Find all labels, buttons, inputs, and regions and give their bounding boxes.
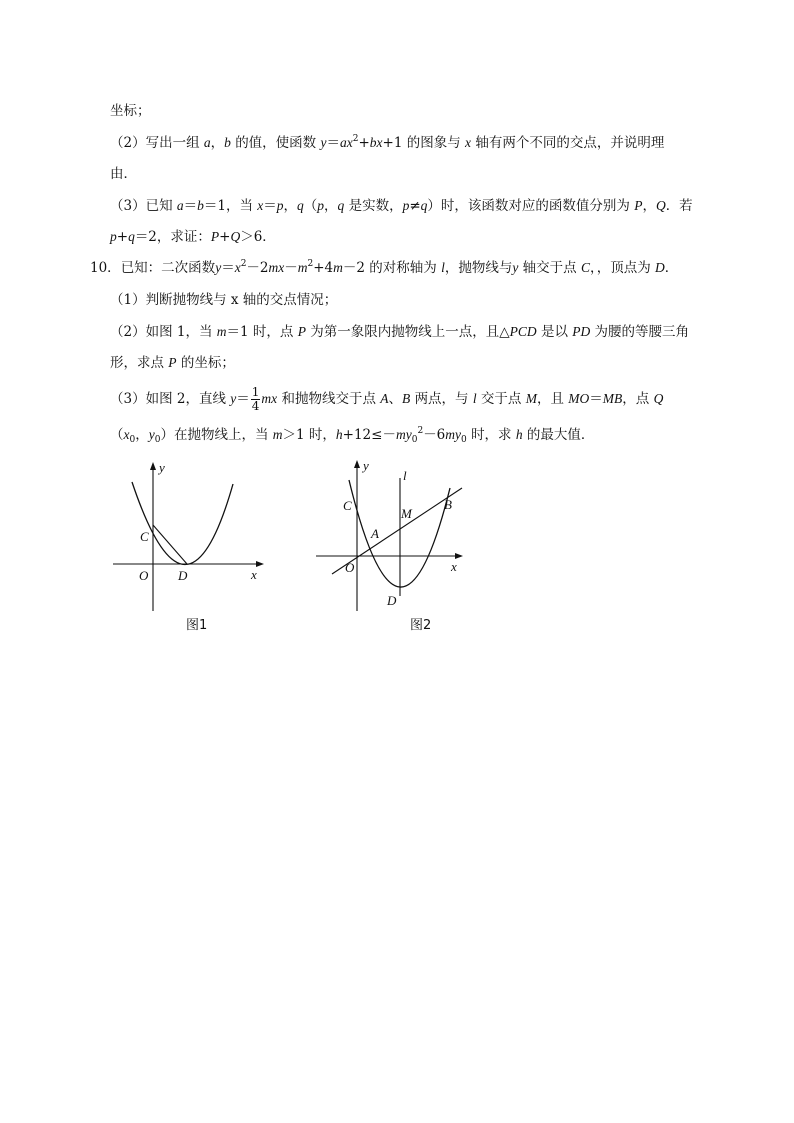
text: 在抛物线上，当	[173, 427, 269, 443]
text: 由．	[110, 166, 137, 182]
x-axis-arrow	[256, 561, 264, 567]
label-b: B	[444, 497, 452, 512]
question-10-stem: 10．已知：二次函数$y=x^2-2mx-m^2+4m-2$ 的对称轴为 l，抛物线与y 轴交于点 C，，顶点为 D．	[90, 259, 679, 276]
label-y: y	[363, 458, 369, 473]
text: ，点	[622, 391, 650, 407]
label-o: O	[139, 568, 149, 583]
label-d: D	[178, 568, 188, 583]
sub-question-3: （3）如图 2，直线 y＝ $\frac{1}{4}$ mx 和抛物线交于点 A、B 两点，与 l 交于点 M，且 MO＝MB，点 Q	[110, 385, 664, 413]
label-c: C	[140, 529, 149, 544]
text: 的对称轴为	[369, 260, 437, 276]
text: 的图象与	[406, 135, 461, 151]
text: （3）如图 2，直线	[110, 391, 226, 407]
text: 的值，使函数	[235, 135, 317, 151]
fraction-one-quarter: $\frac{1}{4}$	[251, 385, 260, 413]
text: 时，点	[252, 324, 294, 340]
text: 交于点	[480, 391, 522, 407]
sub-question-3-cont: （$x_0$，$y_0$）在抛物线上，当 m＞1 时，$h+12\le-my_0^2-6my_0$ 时，求 h 的最大值．	[110, 426, 595, 445]
label-c: C	[343, 498, 352, 513]
text: 为腰的等腰三角	[594, 324, 690, 340]
text: 时，	[308, 427, 336, 443]
y-axis-arrow	[150, 462, 156, 470]
text: ，当	[225, 198, 253, 214]
figure-2-caption: 图2	[410, 618, 432, 633]
text: （1）判断抛物线与 x 轴的交点情况；	[110, 292, 338, 308]
text: ，求证：	[156, 229, 211, 245]
text-line-2: （2）写出一组 a，b 的值，使函数 $y=ax^2+bx+1$ 的图象与 x 轴有两个不同的交点，并说明理	[110, 134, 665, 151]
sub-question-1	[110, 290, 337, 310]
text-line-1	[110, 101, 151, 121]
figure-1-graph	[108, 458, 278, 638]
text: ，顶点为	[596, 260, 651, 276]
figure-1-caption: 图1	[186, 618, 208, 633]
label-y: y	[159, 460, 165, 475]
text: 是以	[540, 324, 568, 340]
text: 两点，与	[414, 391, 469, 407]
text: 的坐标；	[180, 355, 235, 371]
sub-question-2: （2）如图 1，当 m＝1 时，点 P 为第一象限内抛物线上一点，且△PCD 是以 PD 为腰的等腰三角	[110, 324, 690, 340]
label-x: x	[251, 567, 257, 582]
text: （3）已知	[110, 198, 173, 214]
text: 坐标；	[110, 103, 151, 119]
figure-1	[108, 458, 278, 642]
text: 轴交于点	[522, 260, 577, 276]
text: 为第一象限内抛物线上一点，且△	[310, 324, 510, 340]
text: ．若	[665, 198, 693, 214]
question-number: 10．	[90, 260, 121, 276]
text: （2）写出一组	[110, 135, 200, 151]
text-line-3	[110, 164, 137, 184]
text: 和抛物线交于点	[281, 391, 376, 407]
label-d: D	[387, 593, 397, 608]
y-axis-arrow	[354, 460, 360, 468]
text: （2）如图 1，当	[110, 324, 213, 340]
label-a: A	[371, 526, 379, 541]
figure-2-graph	[312, 458, 472, 638]
label-x: x	[451, 559, 457, 574]
text: 是实数，	[348, 198, 403, 214]
text-line-5: p+q＝2，求证：P+Q＞6．	[110, 229, 276, 245]
text: 形，求点	[110, 355, 164, 371]
parabola	[132, 482, 233, 565]
text: 时，求	[471, 427, 512, 443]
text: 已知：二次函数	[120, 260, 216, 276]
text: 时，该函数对应的函数值分别为	[440, 198, 630, 214]
text: ，抛物线与	[444, 260, 513, 276]
figure-2	[312, 458, 472, 642]
label-o: O	[345, 560, 355, 575]
label-l: l	[403, 468, 407, 483]
label-m: M	[401, 506, 412, 521]
text: ．	[664, 260, 679, 276]
text-line-4: （3）已知 a＝b＝1，当 x＝p，q（p，q 是实数，p≠q）时，该函数对应的函数值分别为 P，Q．若	[110, 198, 693, 214]
sub-question-2-cont: 形，求点 P 的坐标；	[110, 355, 235, 371]
text: 轴有两个不同的交点，并说明理	[475, 135, 665, 151]
text: ，且	[536, 391, 564, 407]
text: 的最大值．	[526, 427, 595, 443]
